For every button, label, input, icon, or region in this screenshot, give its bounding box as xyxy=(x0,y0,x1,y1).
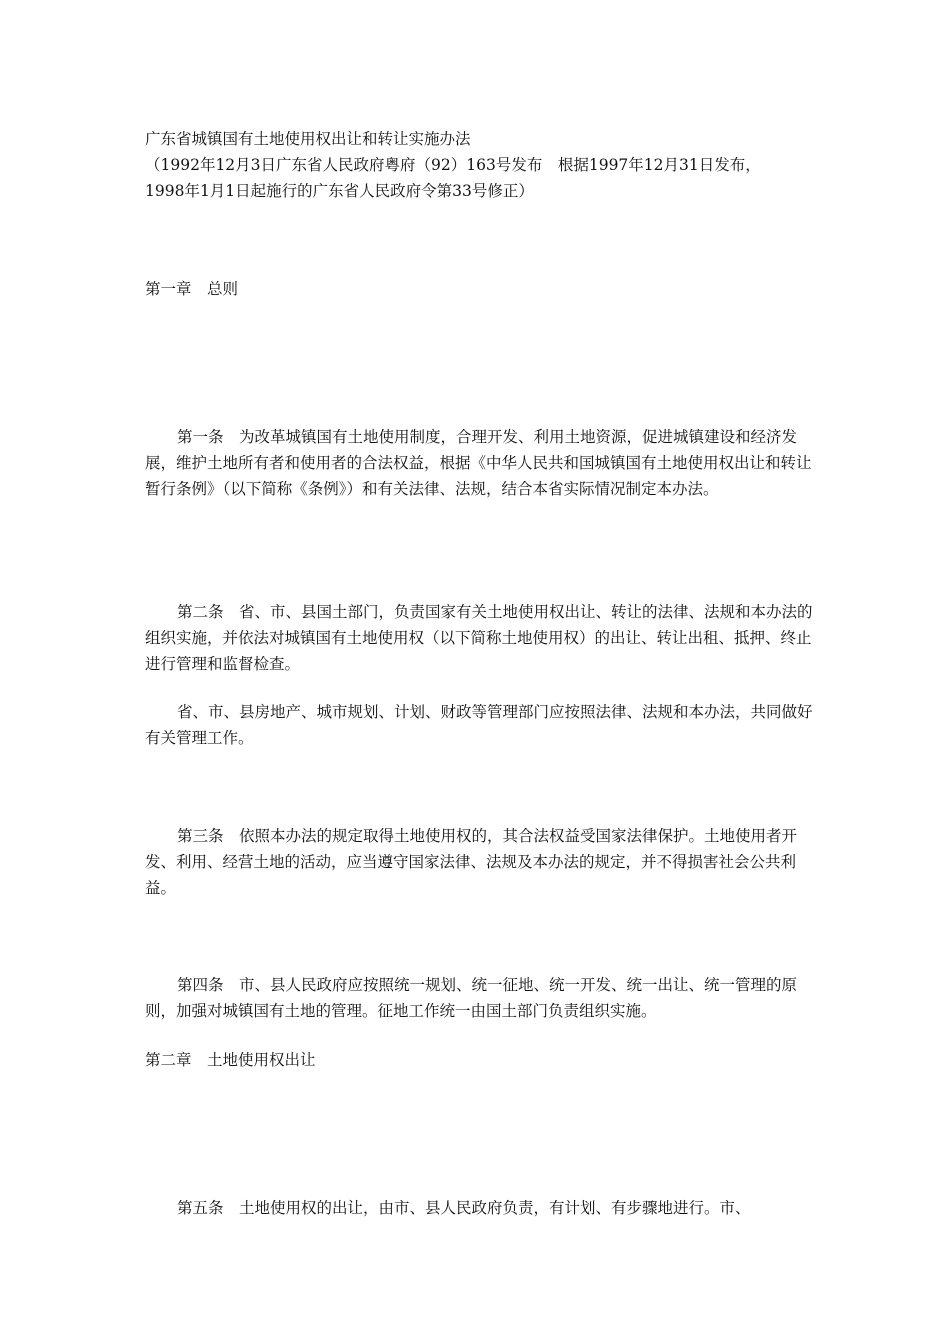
article-5: 第五条 土地使用权的出让，由市、县人民政府负责，有计划、有步骤地进行。市、 xyxy=(177,1199,751,1217)
article-4: 第四条 市、县人民政府应按照统一规划、统一征地、统一开发、统一出让、统一管理的原则，加强对城镇国有土地的管理。征地工作统一由国土部门负责组织实施。 xyxy=(145,976,798,1020)
article-2-paragraph-1: 第二条 省、市、县国土部门，负责国家有关土地使用权出让、转让的法律、法规和本办法的组织实施，并依法对城镇国有土地使用权（以下简称土地使用权）的出让、转让出租、抵押、终止进行管理和监督检查。 xyxy=(145,603,813,673)
source-note xyxy=(145,152,813,204)
article-1: 第一条 为改革城镇国有土地使用制度，合理开发、利用土地资源，促进城镇建设和经济发展，维护土地所有者和使用者的合法权益，根据《中华人民共和国城镇国有土地使用权出让和转让暂行条例》（以下简称《条例》）和有关法律、法规，结合本省实际情况制定本办法。 xyxy=(145,428,812,498)
source-note-line-1: （1992年12月3日广东省人民政府粤府（92）163号发布 根据1997年12月31日发布， xyxy=(145,156,761,174)
article-2-paragraph-2: 省、市、县房地产、城市规划、计划、财政等管理部门应按照法律、法规和本办法，共同做好有关管理工作。 xyxy=(145,703,813,747)
chapter-heading-1: 第一章 总则 xyxy=(145,280,239,298)
article-3: 第三条 依照本办法的规定取得土地使用权的，其合法权益受国家法律保护。土地使用者开发、利用、经营土地的活动，应当遵守国家法律、法规及本办法的规定，并不得损害社会公共利益。 xyxy=(145,827,798,897)
source-note-line-2: 1998年1月1日起施行的广东省人民政府令第33号修正） xyxy=(145,182,534,200)
document-title: 广东省城镇国有土地使用权出让和转让实施办法 xyxy=(145,130,471,148)
chapter-heading-2: 第二章 土地使用权出让 xyxy=(145,1051,316,1069)
